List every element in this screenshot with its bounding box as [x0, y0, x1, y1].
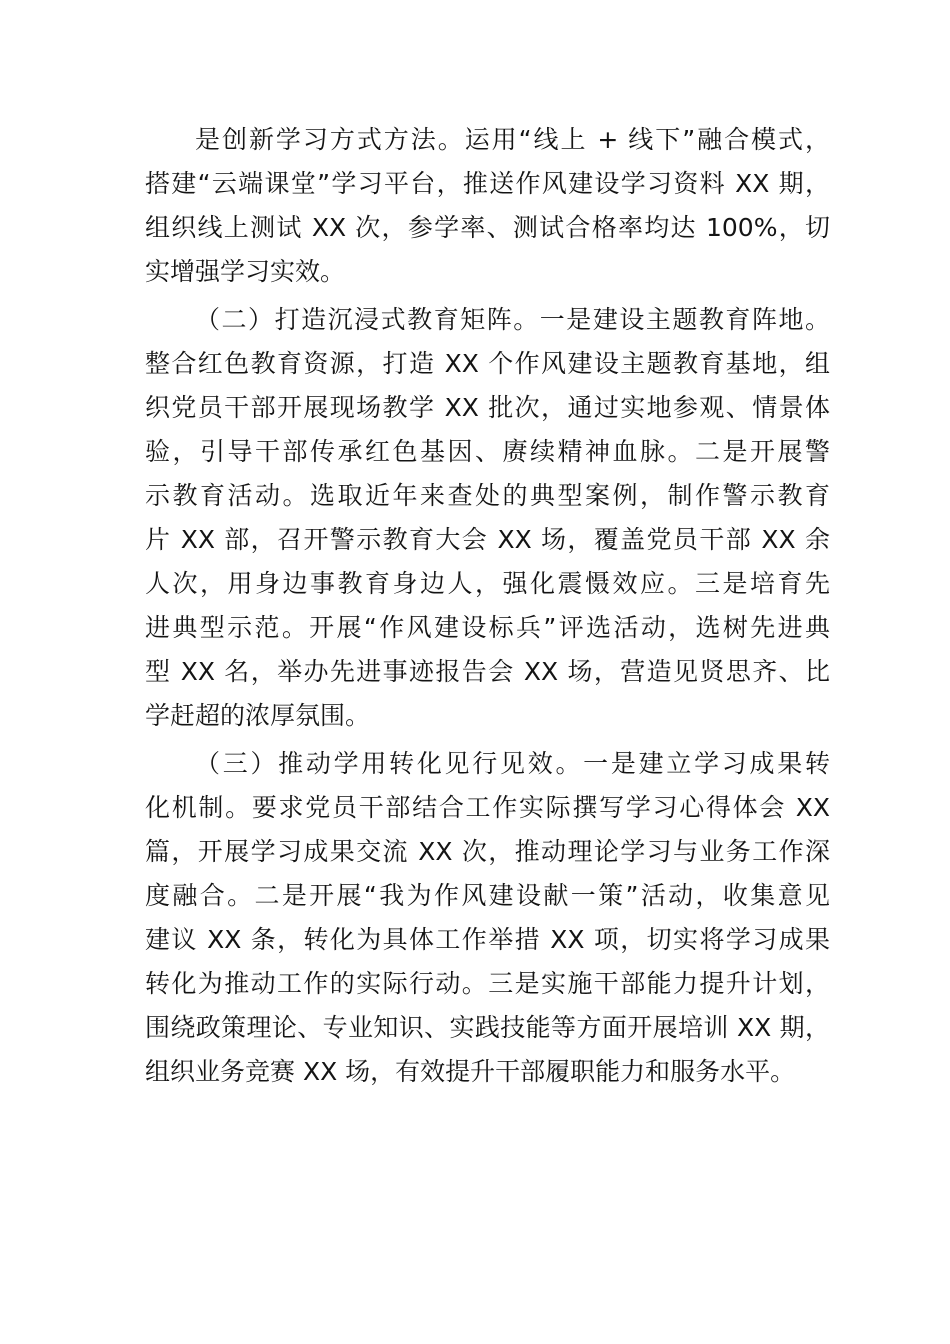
paragraph-line: 转化为推动工作的实际行动。三是实施干部能力提升计划， — [145, 969, 830, 998]
paragraph-line: 人次，用身边事教育身边人，强化震慑效应。三是培育先 — [145, 569, 830, 598]
paragraph-line: 进典型示范。开展“作风建设标兵”评选活动，选树先进典 — [145, 613, 830, 642]
paragraph-line: 搭建“云端课堂”学习平台，推送作风建设学习资料 XX 期， — [145, 169, 830, 198]
paragraph-line: 组织业务竞赛 XX 场，有效提升干部履职能力和服务水平。 — [145, 1057, 796, 1086]
paragraph-line: 学赶超的浓厚氛围。 — [145, 701, 371, 730]
paragraph-line: 度融合。二是开展“我为作风建设献一策”活动，收集意见 — [145, 881, 830, 910]
paragraph-line: 验，引导干部传承红色基因、赓续精神血脉。二是开展警 — [145, 437, 830, 466]
paragraph-line: 整合红色教育资源，打造 XX 个作风建设主题教育基地，组 — [145, 349, 830, 378]
paragraph-line: 围绕政策理论、专业知识、实践技能等方面开展培训 XX 期， — [145, 1013, 830, 1042]
paragraph-line: （二）打造沉浸式教育矩阵。一是建设主题教育阵地。 — [195, 305, 830, 334]
paragraph-line: 化机制。要求党员干部结合工作实际撰写学习心得体会 XX — [145, 793, 830, 822]
paragraph-line: 组织线上测试 XX 次，参学率、测试合格率均达 100%，切 — [145, 213, 830, 242]
paragraph-line: 片 XX 部，召开警示教育大会 XX 场，覆盖党员干部 XX 余 — [145, 525, 830, 554]
paragraph-line: 建议 XX 条，转化为具体工作举措 XX 项，切实将学习成果 — [145, 925, 830, 954]
paragraph-line: 篇，开展学习成果交流 XX 次，推动理论学习与业务工作深 — [145, 837, 830, 866]
paragraph-line: 是创新学习方式方法。运用“线上 + 线下”融合模式， — [195, 125, 830, 154]
paragraph-line: 织党员干部开展现场教学 XX 批次，通过实地参观、情景体 — [145, 393, 830, 422]
paragraph-line: 实增强学习实效。 — [145, 257, 346, 286]
paragraph-2 — [145, 298, 830, 738]
document-body — [145, 118, 830, 1098]
paragraph-line: （三）推动学用转化见行见效。一是建立学习成果转 — [195, 749, 830, 778]
paragraph-1 — [145, 118, 830, 294]
paragraph-3 — [145, 742, 830, 1094]
paragraph-line: 型 XX 名，举办先进事迹报告会 XX 场，营造见贤思齐、比 — [145, 657, 830, 686]
paragraph-line: 示教育活动。选取近年来查处的典型案例，制作警示教育 — [145, 481, 830, 510]
